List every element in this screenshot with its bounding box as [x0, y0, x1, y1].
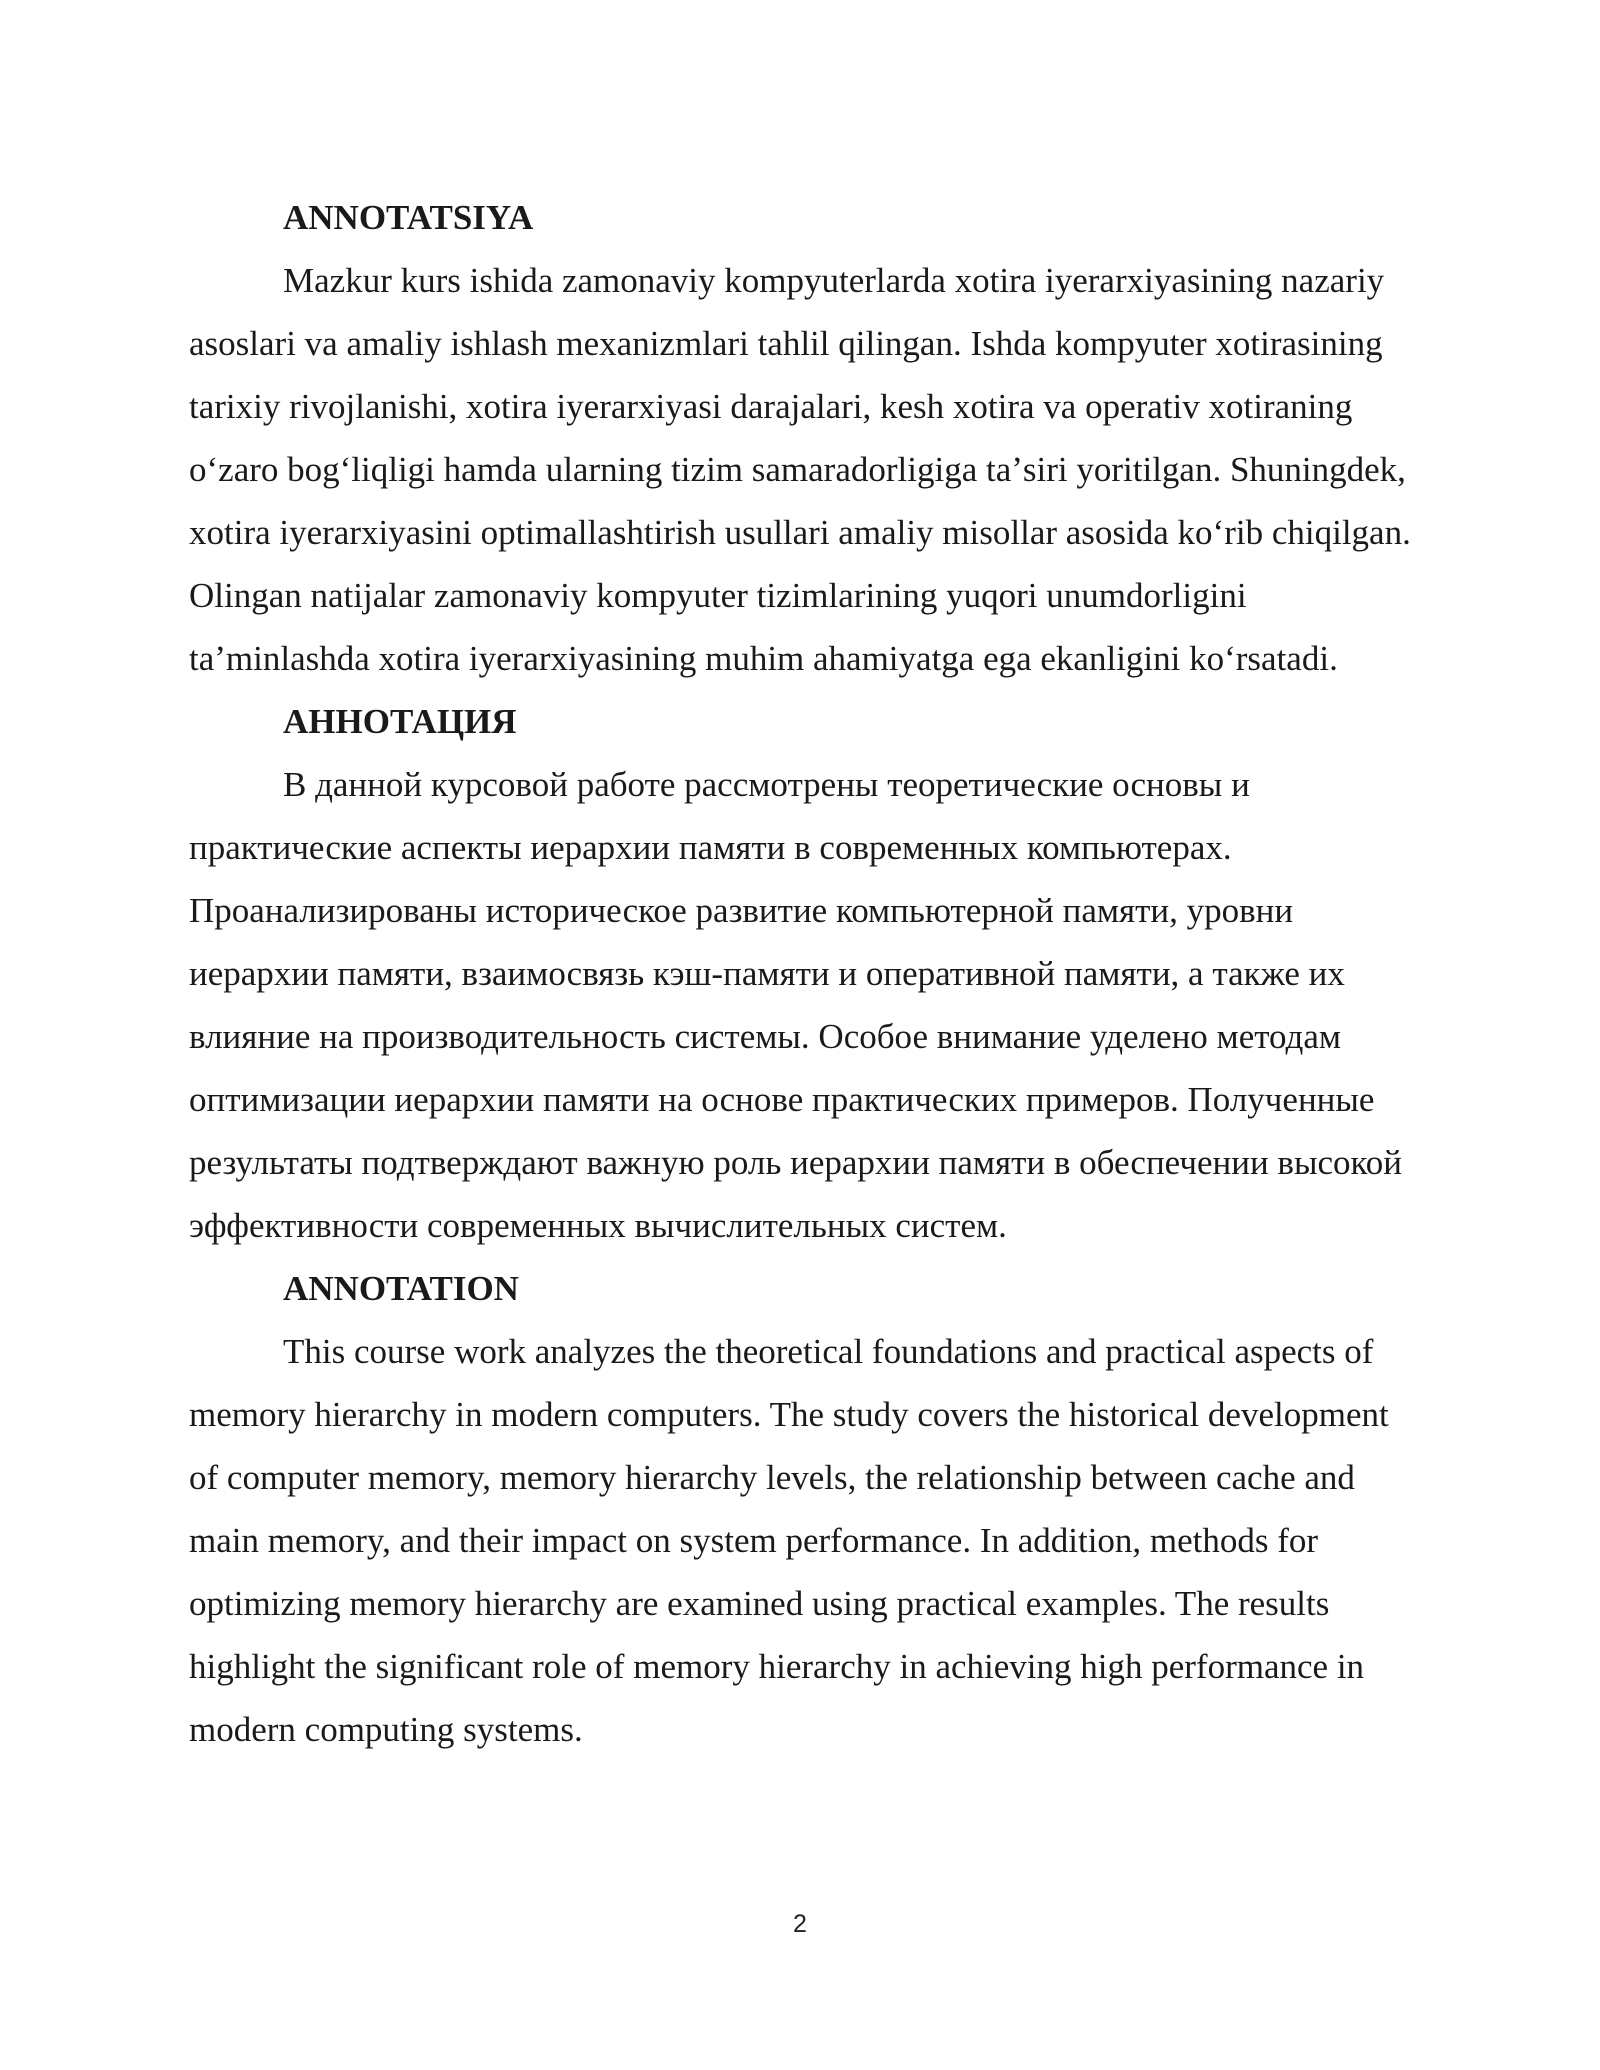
section-russian-annotation: [189, 690, 1414, 1257]
section-paragraph-russian: В данной курсовой работе рассмотрены теоретические основы и практические аспекты иерархии памяти в современных компьютерах. Проанализированы историческое развитие компьютерной памяти, уровни иерархии памяти, взаимосвязь кэш-памяти и оперативной памяти, а также их влияние на производительность системы. Особое внимание уделено методам оптимизации иерархии памяти на основе практических примеров. Полученные результаты подтверждают важную роль иерархии памяти в обеспечении высокой эффективности современных вычислительных систем.: [189, 765, 1402, 1245]
section-heading-english: ANNOTATION: [283, 1269, 519, 1308]
section-uzbek-annotation: [189, 186, 1414, 690]
page-content: [189, 186, 1414, 1761]
section-heading-uzbek: ANNOTATSIYA: [283, 198, 534, 237]
section-paragraph-uzbek: Mazkur kurs ishida zamonaviy kompyuterlarda xotira iyerarxiyasining nazariy asoslari va amaliy ishlash mexanizmlari tahlil qilingan. Ishda kompyuter xotirasining tarixiy rivojlanishi, xotira iyerarxiyasi darajalari, kesh xotira va operativ xotiraning oʻzaro bogʻliqligi hamda ularning tizim samaradorligiga taʼsiri yoritilgan. Shuningdek, xotira iyerarxiyasini optimallashtirish usullari amaliy misollar asosida koʻrib chiqilgan. Olingan natijalar zamonaviy kompyuter tizimlarining yuqori unumdorligini taʼminlashda xotira iyerarxiyasining muhim ahamiyatga ega ekanligini koʻrsatadi.: [189, 261, 1411, 678]
page-number: 2: [793, 1910, 807, 1938]
section-paragraph-english: This course work analyzes the theoretical foundations and practical aspects of memory hierarchy in modern computers. The study covers the historical development of computer memory, memory hierarchy levels, the relationship between cache and main memory, and their impact on system performance. In addition, methods for optimizing memory hierarchy are examined using practical examples. The results highlight the significant role of memory hierarchy in achieving high performance in modern computing systems.: [189, 1332, 1389, 1749]
section-heading-russian: АННОТАЦИЯ: [283, 702, 517, 741]
section-english-annotation: [189, 1257, 1414, 1761]
